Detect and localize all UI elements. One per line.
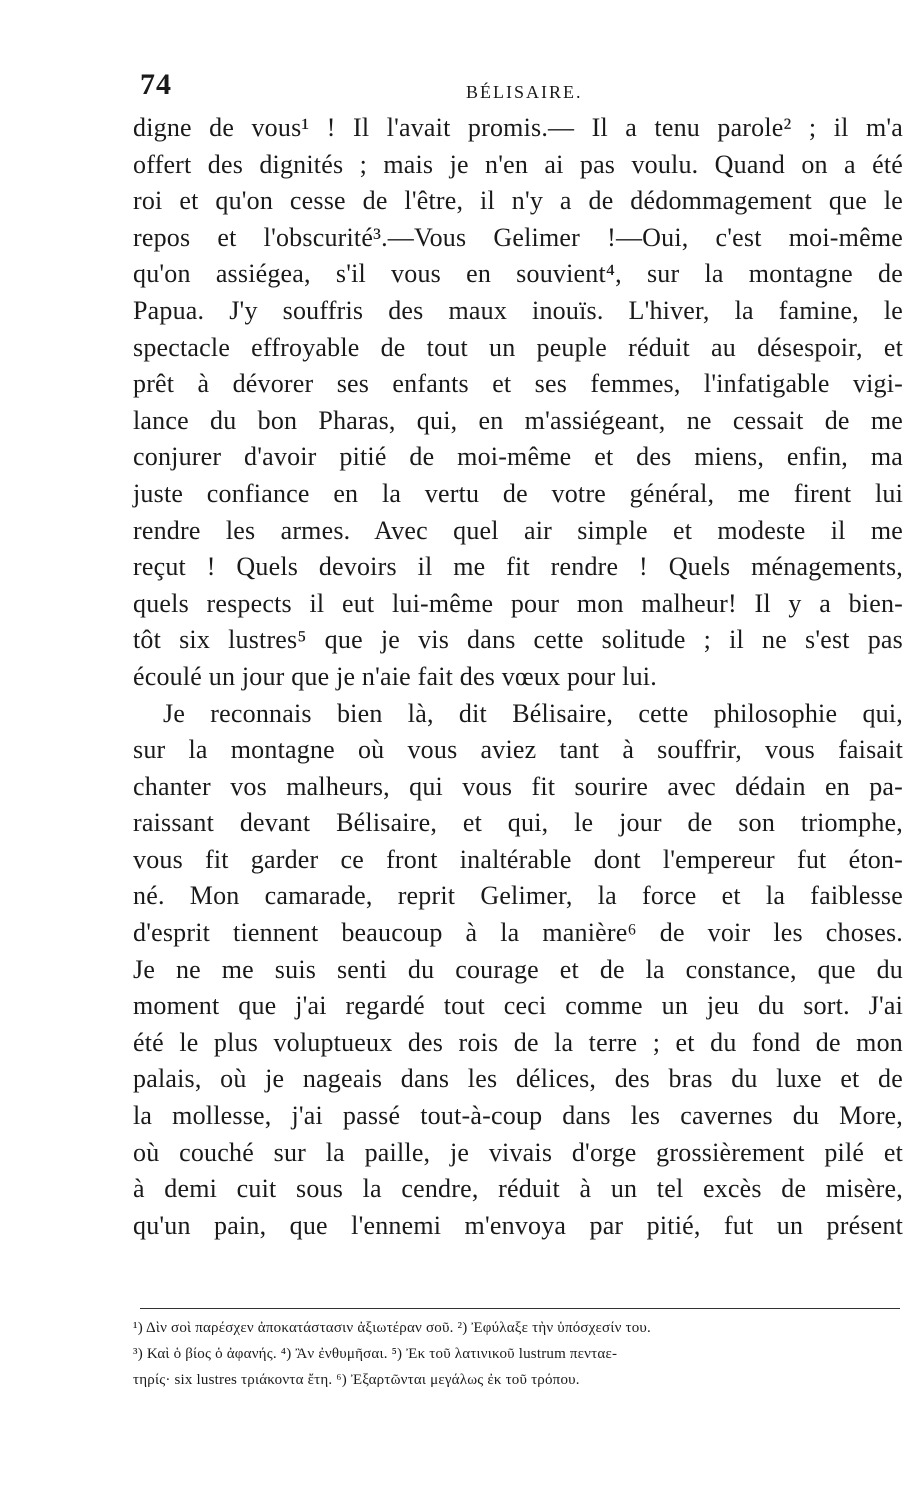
text-line: sur la montagne où vous aviez tant à souffrir, vous faisait	[133, 735, 903, 765]
text-line: raissant devant Bélisaire, et qui, le jour de son triomphe,	[133, 808, 903, 838]
running-title: BÉLISAIRE.	[466, 82, 583, 102]
page-header	[140, 68, 900, 108]
text-line: à demi cuit sous la cendre, réduit à un tel excès de misère,	[133, 1174, 903, 1204]
text-line: juste confiance en la vertu de votre général, me firent lui	[133, 478, 903, 508]
text-line: repos et l'obscurité³.—Vous Gelimer !—Oui, c'est moi-même	[133, 222, 903, 252]
footnotes	[133, 1315, 903, 1393]
text-line: moment que j'ai regardé tout ceci comme un jeu du sort. J'ai	[133, 991, 903, 1021]
text-line: lance du bon Pharas, qui, en m'assiégeant, ne cessait de me	[133, 405, 903, 435]
text-line: Papua. J'y souffris des maux inouïs. L'hiver, la famine, le	[133, 295, 903, 325]
footnote-line: ¹) Δὶν σοὶ παρέσχεν ἀποκατάστασιν ἀξιωτέραν σοῦ. ²) Ἐφύλαξε τὴν ὑπόσχεσίν του.	[133, 1320, 652, 1336]
text-line: né. Mon camarade, reprit Gelimer, la force et la faiblesse	[133, 881, 903, 911]
text-line: où couché sur la paille, je vivais d'orge grossièrement pilé et	[133, 1137, 903, 1167]
text-line: été le plus voluptueux des rois de la terre ; et du fond de mon	[133, 1027, 903, 1057]
text-line: digne de vous¹ ! Il l'avait promis.— Il a tenu parole² ; il m'a	[133, 113, 903, 142]
text-line: qu'un pain, que l'ennemi m'envoya par pitié, fut un présent	[133, 1210, 903, 1240]
text-line: quels respects il eut lui-même pour mon malheur! Il y a bien-	[133, 588, 903, 618]
text-line: palais, où je nageais dans les délices, des bras du luxe et de	[133, 1064, 903, 1094]
text-line: qu'on assiégea, s'il vous en souvient⁴, sur la montagne de	[133, 259, 903, 289]
body-text	[133, 110, 903, 1244]
text-line: reçut ! Quels devoirs il me fit rendre ! Quels ménagements,	[133, 552, 903, 582]
text-line: offert des dignités ; mais je n'en ai pas voulu. Quand on a été	[133, 149, 903, 179]
text-line: Je reconnais bien là, dit Bélisaire, cette philosophie qui,	[163, 698, 903, 728]
text-line: spectacle effroyable de tout un peuple réduit au désespoir, et	[133, 332, 903, 362]
text-line: chanter vos malheurs, qui vous fit sourire avec dédain en pa-	[133, 771, 903, 801]
text-line: d'esprit tiennent beaucoup à la manière⁶ de voir les choses.	[133, 918, 903, 948]
text-line: roi et qu'on cesse de l'être, il n'y a de dédommagement que le	[133, 186, 903, 216]
footnote-line: τηρίς· six lustres τριάκοντα ἔτη. ⁶) Ἐξαρτῶνται μεγάλως ἐκ τοῦ τρόπου.	[133, 1372, 580, 1388]
text-line: vous fit garder ce front inaltérable dont l'empereur fut éton-	[133, 844, 903, 874]
text-line: Je ne me suis senti du courage et de la constance, que du	[133, 954, 903, 984]
text-line: rendre les armes. Avec quel air simple et modeste il me	[133, 515, 903, 545]
text-line: écoulé un jour que je n'aie fait des vœux pour lui.	[133, 661, 657, 691]
page-number: 74	[140, 68, 172, 101]
text-line: la mollesse, j'ai passé tout-à-coup dans les cavernes du More,	[133, 1101, 903, 1131]
text-line: prêt à dévorer ses enfants et ses femmes, l'infatigable vigi-	[133, 369, 903, 399]
text-line: conjurer d'avoir pitié de moi-même et des miens, enfin, ma	[133, 442, 903, 472]
footnote-rule	[140, 1308, 900, 1309]
text-line: tôt six lustres⁵ que je vis dans cette solitude ; il ne s'est pas	[133, 625, 903, 655]
footnote-line: ³) Καὶ ὁ βίος ὁ ἀφανής. ⁴) Ἂν ἐνθυμῆσαι. ⁵) Ἐκ τοῦ λατινικοῦ lustrum πενταε-	[133, 1346, 618, 1362]
